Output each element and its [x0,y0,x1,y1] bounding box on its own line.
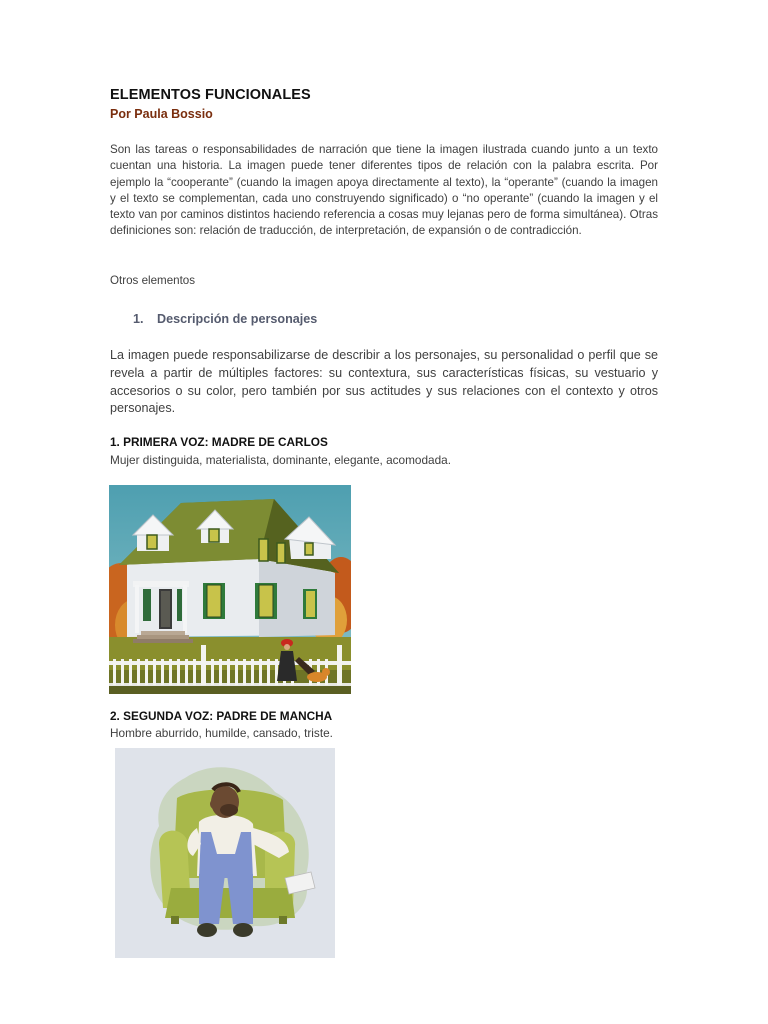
other-elements-label: Otros elementos [110,274,196,287]
section-body: La imagen puede responsabilizarse de describir a los personajes, su personalidad o perfil que se revela a partir de múltiples factores: su contextura, sus características físicas, su vestuario y accesorios o su color, pero también por sus actitudes y sus relaciones con el contexto y otros personajes. [110,348,658,416]
section-number: 1. [133,312,144,326]
house-illustration [109,485,351,694]
voice-description-1: Mujer distinguida, materialista, dominante, elegante, acomodada. [110,453,451,467]
intro-paragraph: Son las tareas o responsabilidades de narración que tiene la imagen ilustrada cuando junto a un texto cuentan una historia. La imagen puede tener diferentes tipos de relación con la palabra escrita. Por ejemplo la “cooperante” (cuando la imagen apoya directamente al texto), la “operante” (cuando la imagen y el texto se complementan, cada uno construyendo significado) o “no operante” (cuando la imagen y el texto van por caminos distintos haciendo referencia a cosas muy lejanas pero de forma simultánea). Otras definiciones son: relación de traducción, de interpretación, de expansión o de contradicción. [110,143,658,238]
voice-title-1: 1. PRIMERA VOZ: MADRE DE CARLOS [110,435,328,449]
document-author: Por Paula Bossio [110,107,213,121]
section-title: Descripción de personajes [157,312,318,326]
voice-title-2: 2. SEGUNDA VOZ: PADRE DE MANCHA [110,709,333,723]
voice-description-2: Hombre aburrido, humilde, cansado, triste. [110,726,333,740]
section-heading [133,312,317,326]
man-in-armchair-illustration [115,748,335,958]
document-title: ELEMENTOS FUNCIONALES [110,87,311,103]
